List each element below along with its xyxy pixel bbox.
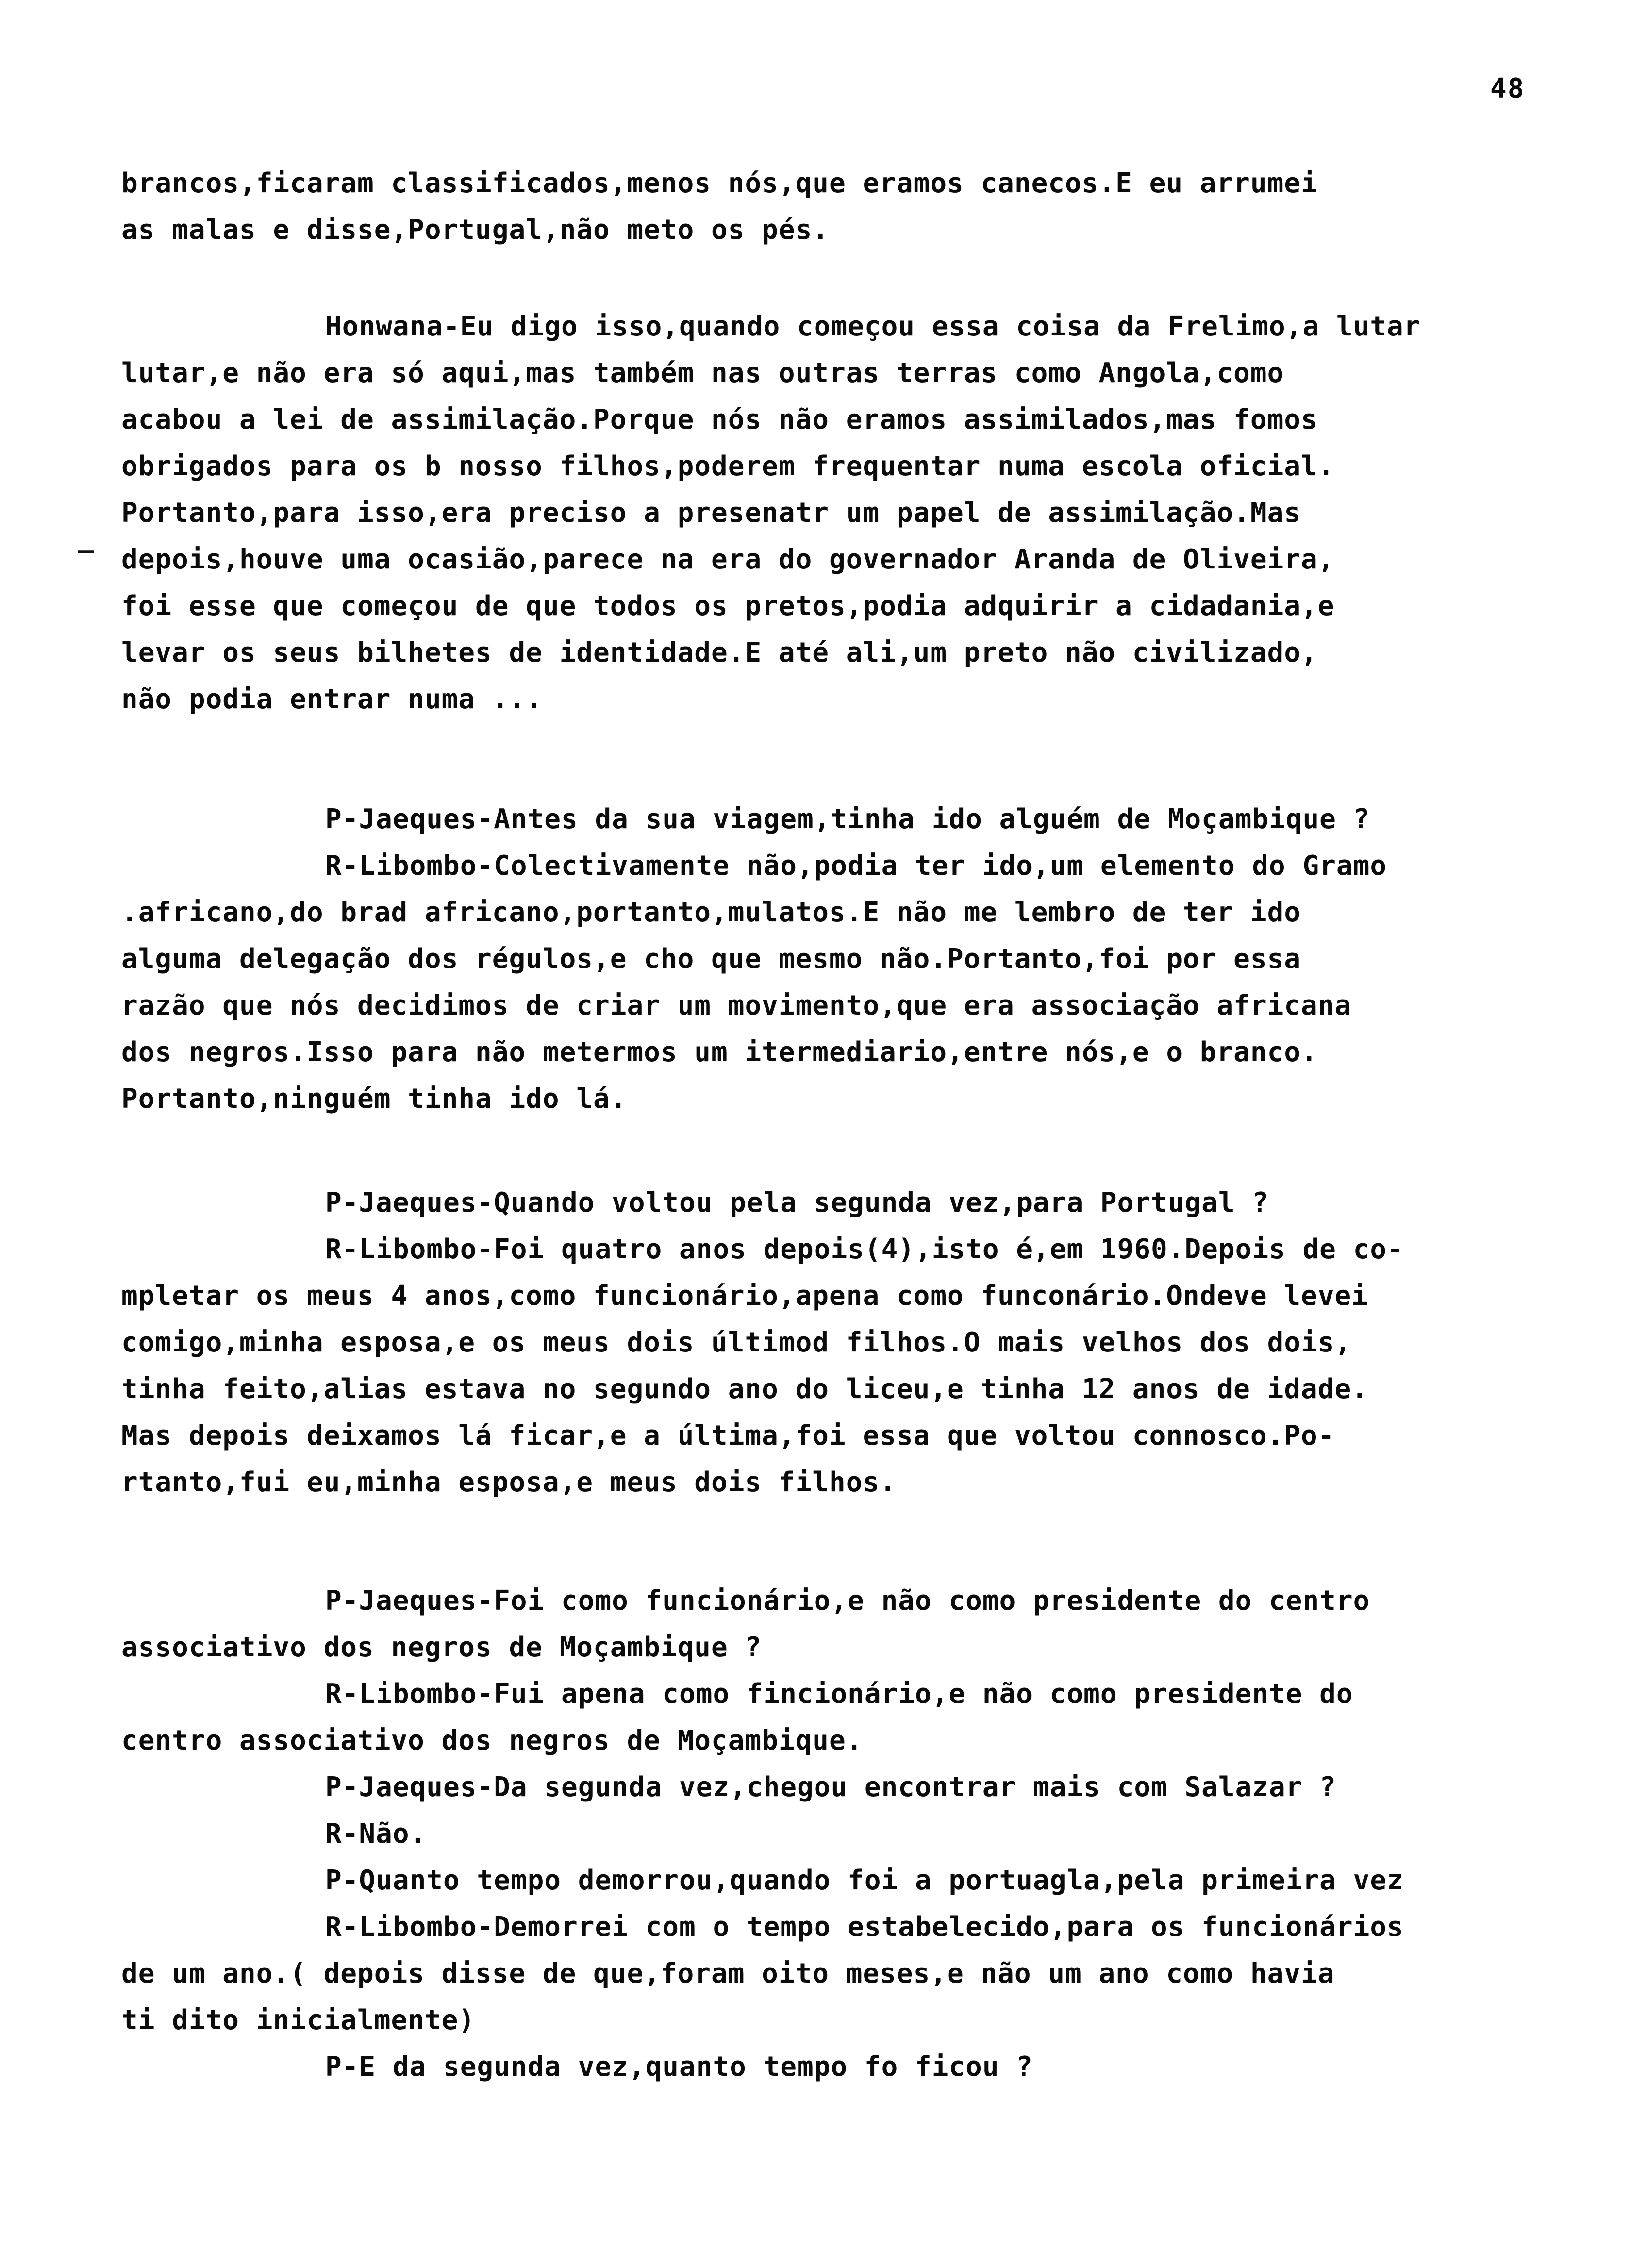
text-line: obrigados para os b nosso filhos,poderem frequentar numa escola oficial. bbox=[121, 450, 1335, 482]
text-line: alguma delegação dos régulos,e cho que mesmo não.Portanto,foi por essa bbox=[121, 943, 1301, 975]
text-line: P-Jaeques-Da segunda vez,chegou encontrar mais com Salazar ? bbox=[325, 1771, 1336, 1803]
text-line: brancos,ficaram classificados,menos nós,que eramos canecos.E eu arrumei bbox=[121, 167, 1318, 199]
text-line: rtanto,fui eu,minha esposa,e meus dois filhos. bbox=[121, 1467, 897, 1498]
text-line: Honwana-Eu digo isso,quando começou essa coisa da Frelimo,a lutar bbox=[325, 311, 1421, 342]
text-line: as malas e disse,Portugal,não meto os pés. bbox=[121, 214, 830, 246]
paragraph-2 bbox=[121, 303, 1592, 723]
text-line: Portanto,para isso,era preciso a presenatr um papel de assimilação.Mas bbox=[121, 497, 1301, 529]
text-line: R-Libombo-Foi quatro anos depois(4),isto é,em 1960.Depois de co- bbox=[325, 1234, 1404, 1265]
text-line: acabou a lei de assimilação.Porque nós não eramos assimilados,mas fomos bbox=[121, 404, 1318, 435]
text-line: Mas depois deixamos lá ficar,e a última,foi essa que voltou connosco.Po- bbox=[121, 1420, 1335, 1451]
text-line: R-Não. bbox=[325, 1818, 427, 1850]
text-line: .africano,do brad africano,portanto,mulatos.E não me lembro de ter ido bbox=[121, 897, 1301, 928]
text-line: R-Libombo-Demorrei com o tempo estabelecido,para os funcionários bbox=[325, 1911, 1404, 1943]
text-line: mpletar os meus 4 anos,como funcionário,apena como funconário.Ondeve levei bbox=[121, 1280, 1368, 1312]
text-line: lutar,e não era só aqui,mas também nas outras terras como Angola,como bbox=[121, 357, 1284, 389]
text-line: R-Libombo-Fui apena como fincionário,e não como presidente do bbox=[325, 1678, 1353, 1710]
text-line: P-Jaeques-Antes da sua viagem,tinha ido alguém de Moçambique ? bbox=[325, 803, 1370, 835]
text-line: levar os seus bilhetes de identidade.E até ali,um preto não civilizado, bbox=[121, 637, 1318, 668]
text-line: não podia entrar numa ... bbox=[121, 684, 543, 715]
text-line: associativo dos negros de Moçambique ? bbox=[121, 1632, 762, 1663]
paragraph-3 bbox=[121, 796, 1592, 1122]
text-line: dos negros.Isso para não metermos um itermediario,entre nós,e o branco. bbox=[121, 1036, 1318, 1068]
text-line: de um ano.( depois disse de que,foram oito meses,e não um ano como havia bbox=[121, 1958, 1335, 1989]
text-line: depois,houve uma ocasião,parece na era do governador Aranda de Oliveira, bbox=[121, 544, 1335, 575]
text-line: P-E da segunda vez,quanto tempo fo ficou ? bbox=[325, 2051, 1033, 2083]
text-line: comigo,minha esposa,e os meus dois últimod filhos.O mais velhos dos dois, bbox=[121, 1327, 1352, 1358]
text-line: razão que nós decidimos de criar um movimento,que era associação africana bbox=[121, 990, 1352, 1021]
text-line: Portanto,ninguém tinha ido lá. bbox=[121, 1083, 627, 1115]
paragraph-4 bbox=[121, 1180, 1592, 1506]
text-line: tinha feito,alias estava no segundo ano do liceu,e tinha 12 anos de idade. bbox=[121, 1373, 1368, 1405]
paragraph-5 bbox=[121, 1578, 1592, 2090]
text-line: R-Libombo-Colectivamente não,podia ter ido,um elemento do Gramo bbox=[325, 850, 1387, 882]
text-line: P-Jaeques-Foi como funcionário,e não como presidente do centro bbox=[325, 1585, 1370, 1617]
text-line: P-Jaeques-Quando voltou pela segunda vez,para Portugal ? bbox=[325, 1187, 1269, 1218]
text-line: centro associativo dos negros de Moçambique. bbox=[121, 1725, 863, 1756]
paragraph-1 bbox=[121, 160, 1592, 253]
text-line: ti dito inicialmente) bbox=[121, 2004, 476, 2036]
text-line: P-Quanto tempo demorrou,quando foi a portuagla,pela primeira vez bbox=[325, 1865, 1404, 1896]
text-line: foi esse que começou de que todos os pretos,podia adquirir a cidadania,e bbox=[121, 590, 1335, 622]
margin-mark: _ bbox=[78, 522, 94, 553]
page-number: 48 bbox=[1490, 73, 1525, 104]
